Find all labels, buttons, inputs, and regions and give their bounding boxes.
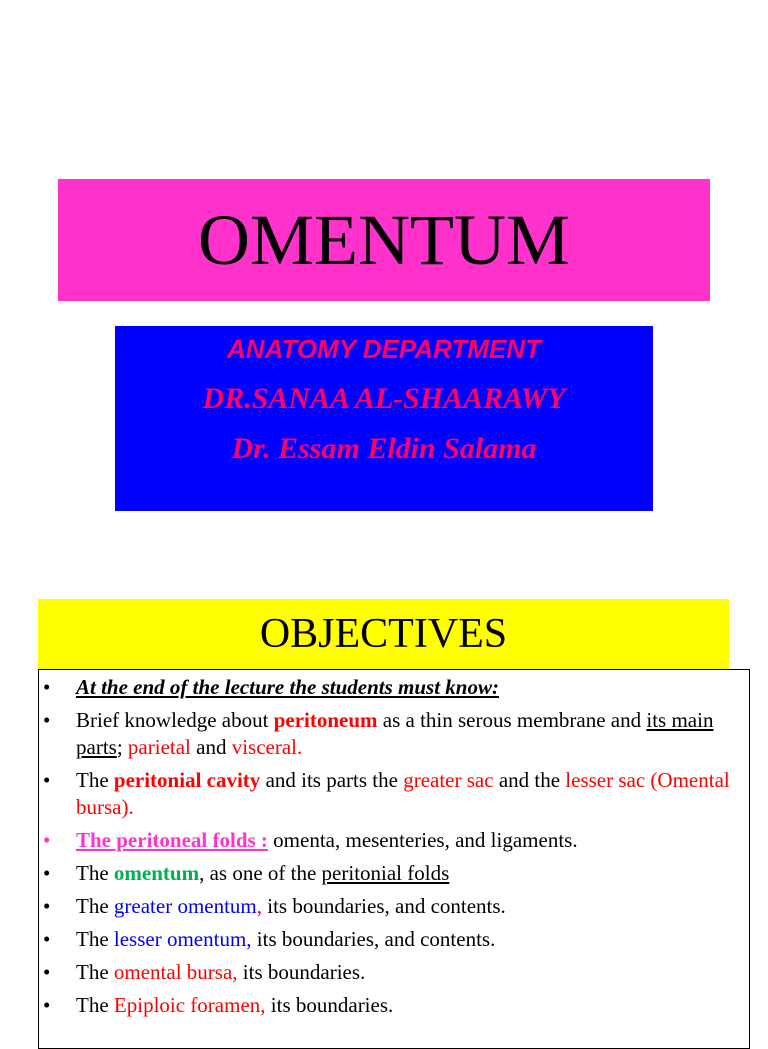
- text-run: and its parts the: [260, 768, 404, 792]
- text-run: peritonial cavity: [113, 768, 261, 792]
- text-run: The: [76, 927, 114, 951]
- bullet: •: [43, 675, 51, 699]
- text-run: omentum: [113, 861, 200, 885]
- text-run: The: [76, 993, 114, 1017]
- text-run: and: [190, 735, 232, 759]
- objectives-banner: [38, 599, 729, 669]
- bullet: •: [43, 768, 51, 792]
- text-run: greater sac: [403, 768, 494, 792]
- text-run: its boundaries.: [237, 960, 366, 984]
- bullet: •: [43, 927, 51, 951]
- text-run: The: [76, 894, 114, 918]
- objective-intro: At the end of the lecture the students must know:: [76, 675, 499, 699]
- text-run: its main parts: [76, 708, 714, 759]
- text-run: visceral.: [231, 735, 303, 759]
- text-run: peritoneum: [273, 708, 378, 732]
- list-item: [39, 959, 741, 986]
- text-run: parietal: [127, 735, 191, 759]
- text-run: The peritoneal folds :: [76, 828, 268, 852]
- text-run: The: [76, 768, 114, 792]
- text-run: its boundaries, and contents.: [262, 894, 506, 918]
- page-title: OMENTUM: [198, 200, 570, 280]
- bullet: •: [43, 861, 51, 885]
- objectives-list-box: [38, 669, 750, 1049]
- text-run: lesser sac (Omental bursa).: [76, 768, 730, 819]
- objectives-list: [39, 670, 749, 1019]
- author-name-1: DR.SANAA AL-SHAARAWY: [202, 382, 566, 415]
- author-banner: [115, 326, 653, 511]
- list-item: [39, 707, 741, 761]
- department-name: ANATOMY DEPARTMENT: [227, 334, 541, 364]
- list-item: [39, 893, 741, 920]
- list-item: [39, 992, 741, 1019]
- title-banner: [58, 179, 710, 301]
- author-name-2: Dr. Essam Eldin Salama: [231, 432, 537, 465]
- bullet: •: [43, 993, 51, 1017]
- text-run: omenta, mesenteries, and ligaments.: [267, 828, 578, 852]
- text-run: ,: [256, 894, 263, 918]
- text-run: and the: [493, 768, 566, 792]
- text-run: Brief knowledge about: [76, 708, 274, 732]
- text-run: , as one of the: [199, 861, 322, 885]
- text-run: ;: [116, 735, 128, 759]
- bullet: •: [43, 828, 51, 852]
- objectives-heading: OBJECTIVES: [259, 611, 508, 657]
- list-item: [39, 860, 741, 887]
- text-run: The: [76, 861, 114, 885]
- text-run: Epiploic foramen,: [113, 993, 266, 1017]
- list-item: [39, 767, 741, 821]
- bullet: •: [43, 708, 51, 732]
- text-run: its boundaries, and contents.: [251, 927, 496, 951]
- text-run: omental bursa,: [113, 960, 238, 984]
- list-item: [39, 827, 741, 854]
- text-run: its boundaries.: [265, 993, 394, 1017]
- text-run: The: [76, 960, 114, 984]
- list-item: [39, 674, 741, 701]
- list-item: [39, 926, 741, 953]
- bullet: •: [43, 960, 51, 984]
- text-run: lesser omentum,: [113, 927, 252, 951]
- text-run: as a thin serous membrane and: [377, 708, 647, 732]
- bullet: •: [43, 894, 51, 918]
- text-run: greater omentum: [113, 894, 257, 918]
- text-run: peritonial folds: [321, 861, 450, 885]
